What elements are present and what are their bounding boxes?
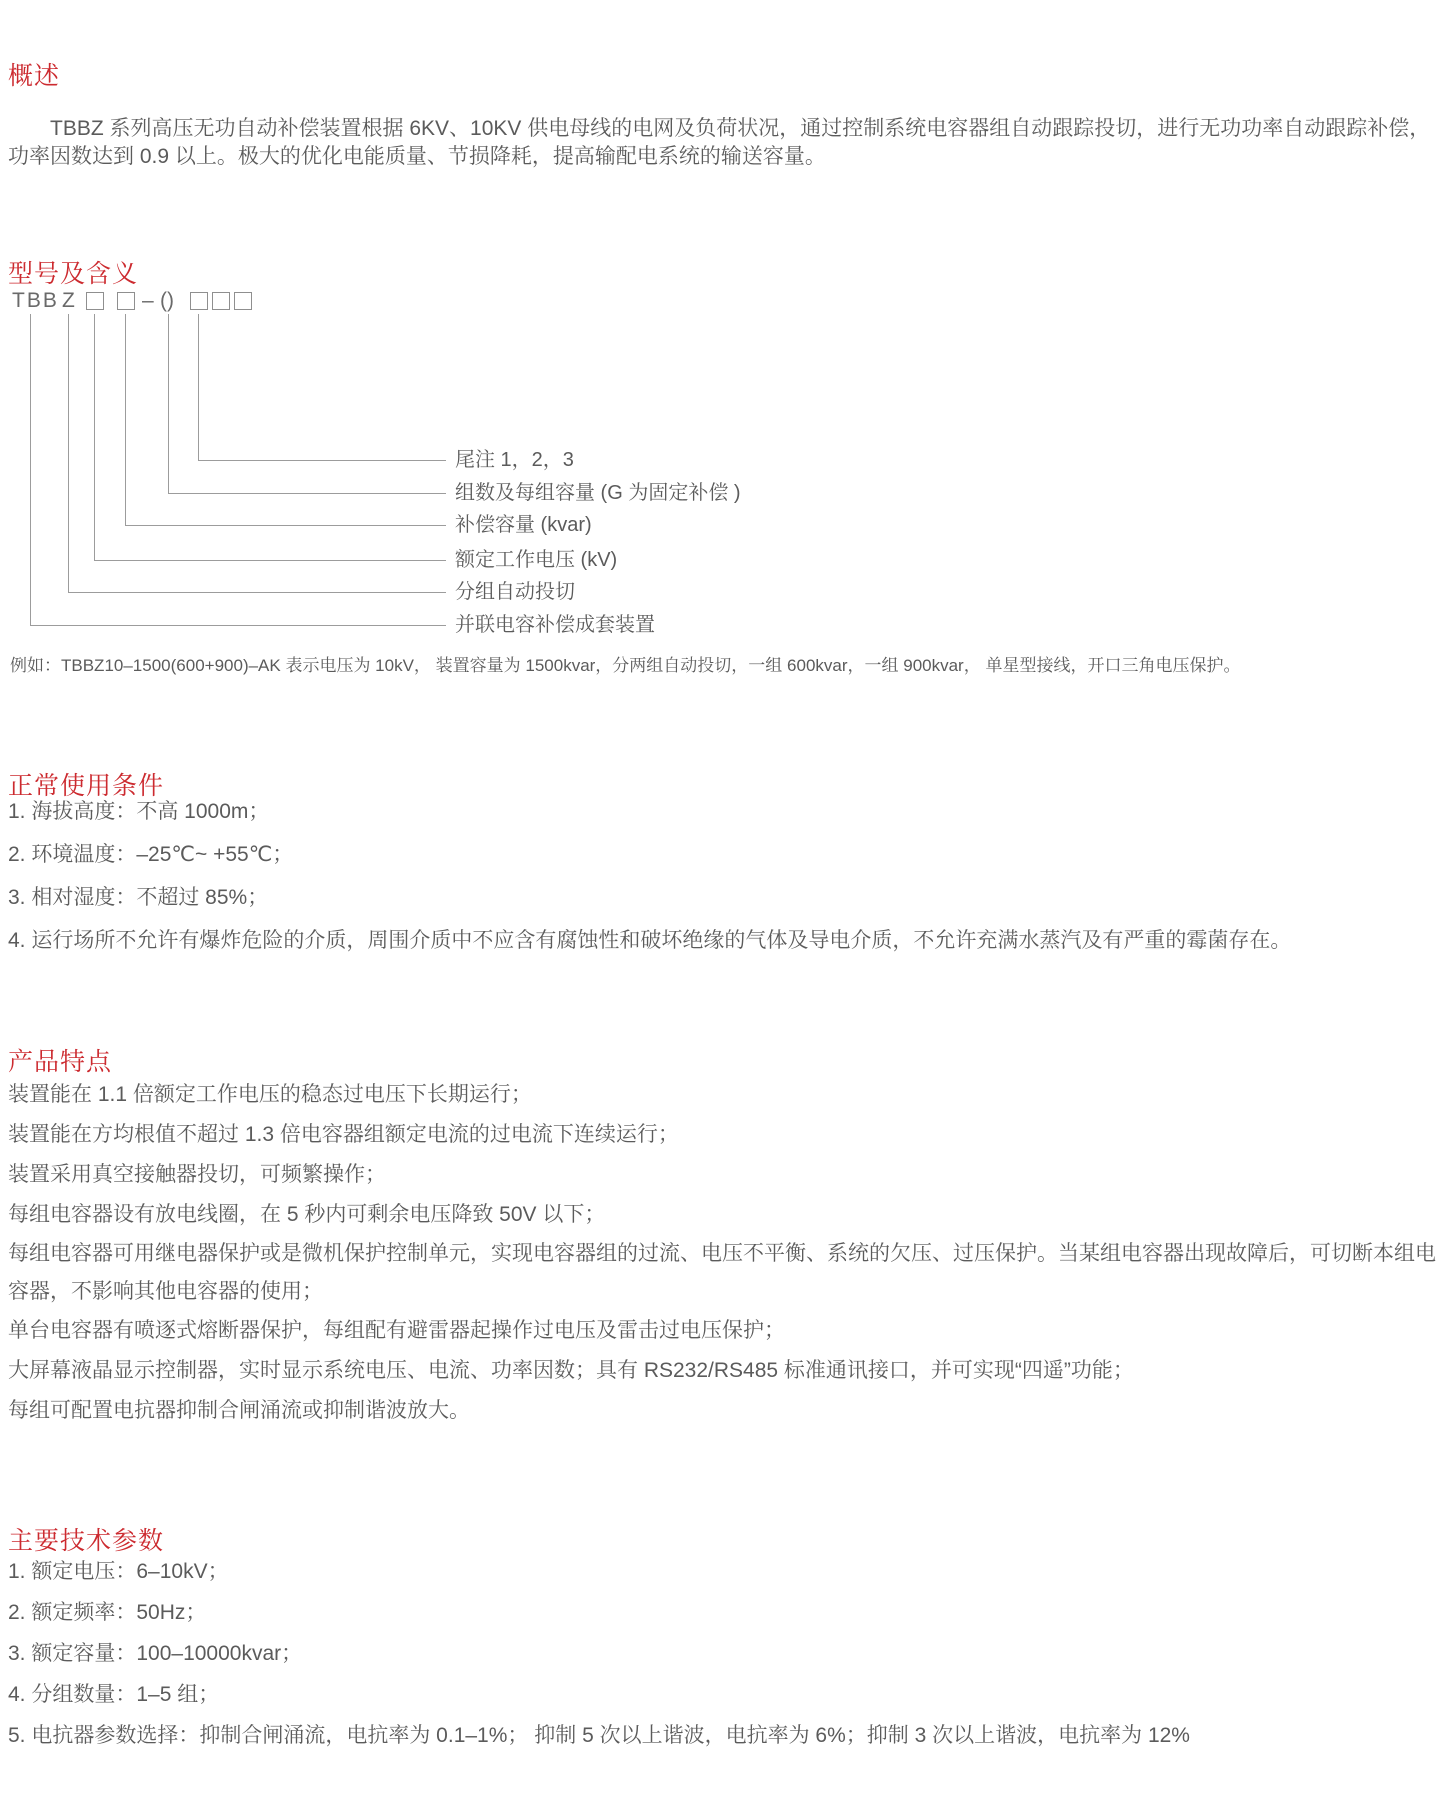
model-code-dash: – bbox=[142, 289, 154, 312]
feature-item: 大屏幕液晶显示控制器，实时显示系统电压、电流、功率因数；具有 RS232/RS485 标准通讯接口，并可实现“四遥”功能； bbox=[8, 1359, 1134, 1382]
model-placeholder-box bbox=[212, 292, 230, 310]
feature-item: 装置能在 1.1 倍额定工作电压的稳态过电压下长期运行； bbox=[8, 1083, 532, 1106]
feature-item: 单台电容器有喷逐式熔断器保护，每组配有避雷器起操作过电压及雷击过电压保护； bbox=[8, 1319, 785, 1342]
model-code-diagram bbox=[8, 290, 1108, 655]
feature-item: 每组可配置电抗器抑制合闸涌流或抑制谐波放大。 bbox=[8, 1399, 470, 1422]
model-placeholder-box bbox=[190, 292, 208, 310]
model-label-compensation-capacity: 补偿容量 (kvar) bbox=[455, 514, 592, 536]
feature-item: 每组电容器可用继电器保护或是微机保护控制单元，实现电容器组的过流、电压不平衡、系统的欠压、过压保护。当某组电容器出现故障后，可切断本组电容器，不影响其他电容器的使用； bbox=[8, 1242, 1436, 1303]
overview-section-title: 概述 bbox=[8, 61, 61, 90]
model-code-paren: () bbox=[160, 289, 174, 312]
overview-paragraph: TBBZ 系列高压无功自动补偿装置根据 6KV、10KV 供电母线的电网及负荷状况，通过控制系统电容器组自动跟踪投切，进行无功功率自动跟踪补偿，功率因数达到 0.9 以上。极大的优化电能质量、节损降耗，提高输配电系统的输送容量。 bbox=[8, 117, 1431, 168]
parameters-section-title: 主要技术参数 bbox=[8, 1526, 165, 1555]
model-connector-line bbox=[30, 314, 446, 626]
features-section-title: 产品特点 bbox=[8, 1047, 113, 1076]
parameter-item: 5. 电抗器参数选择：抑制合闸涌流，电抗率为 0.1–1%； 抑制 5 次以上谐波，电抗率为 6%；抑制 3 次以上谐波，电抗率为 12% bbox=[8, 1724, 1190, 1747]
feature-item: 装置能在方均根值不超过 1.3 倍电容器组额定电流的过电流下连续运行； bbox=[8, 1123, 679, 1146]
condition-item: 1. 海拔高度：不高 1000m； bbox=[8, 800, 270, 823]
model-section-title: 型号及含义 bbox=[8, 259, 139, 288]
conditions-list bbox=[8, 800, 1434, 972]
model-code-prefix: TBB bbox=[12, 289, 59, 312]
condition-item: 2. 环境温度：–25℃~ +55℃； bbox=[8, 843, 294, 866]
parameter-item: 2. 额定频率：50Hz； bbox=[8, 1601, 207, 1624]
feature-item: 装置采用真空接触器投切，可频繁操作； bbox=[8, 1163, 386, 1186]
model-code-series: Z bbox=[62, 289, 77, 312]
parameter-item: 1. 额定电压：6–10kV； bbox=[8, 1560, 229, 1583]
model-placeholder-box bbox=[117, 292, 135, 310]
condition-item: 3. 相对湿度：不超过 85%； bbox=[8, 886, 269, 909]
model-example-note: 例如：TBBZ10–1500(600+900)–AK 表示电压为 10kV， 装置容量为 1500kvar，分两组自动投切，一组 600kvar，一组 900kvar， 单星型接线，开口三角电压保护。 bbox=[10, 656, 1241, 675]
conditions-section-title: 正常使用条件 bbox=[8, 771, 165, 800]
model-label-rated-voltage: 额定工作电压 (kV) bbox=[455, 549, 618, 571]
feature-item: 每组电容器设有放电线圈，在 5 秒内可剩余电压降致 50V 以下； bbox=[8, 1203, 606, 1226]
model-label-auto-switching: 分组自动投切 bbox=[455, 581, 575, 603]
model-label-device-type: 并联电容补偿成套装置 bbox=[455, 614, 655, 636]
model-placeholder-box bbox=[234, 292, 252, 310]
model-label-group-capacity: 组数及每组容量 (G 为固定补偿 ) bbox=[455, 482, 741, 504]
parameters-list bbox=[8, 1560, 1434, 1765]
parameter-item: 3. 额定容量：100–10000kvar； bbox=[8, 1642, 303, 1665]
features-list bbox=[8, 1075, 1438, 1431]
model-placeholder-box bbox=[86, 292, 104, 310]
condition-item: 4. 运行场所不允许有爆炸危险的介质，周围介质中不应含有腐蚀性和破坏绝缘的气体及导电介质，不允许充满水蒸汽及有严重的霉菌存在。 bbox=[8, 929, 1292, 952]
model-label-suffix: 尾注 1，2，3 bbox=[455, 449, 574, 471]
parameter-item: 4. 分组数量：1–5 组； bbox=[8, 1683, 220, 1706]
